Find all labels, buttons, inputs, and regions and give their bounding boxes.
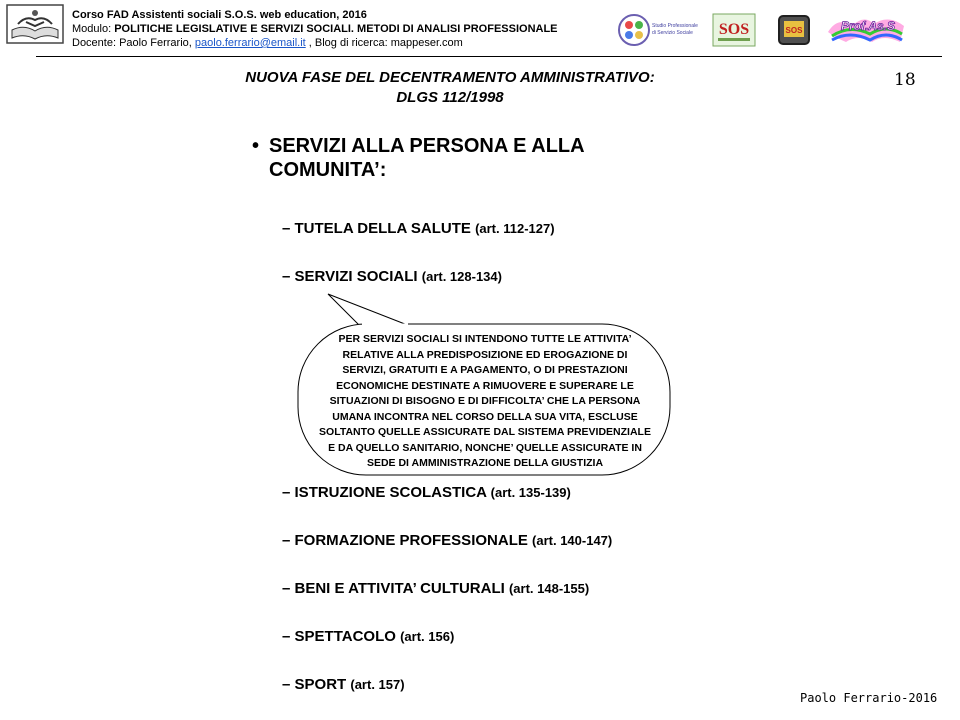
svg-text:Studio Professionale: Studio Professionale (652, 23, 698, 29)
sub-item-spettacolo: – SPETTACOLO (art. 156) (282, 628, 455, 645)
teacher-email-link[interactable]: paolo.ferrario@email.it (194, 37, 306, 49)
sub-item-beni-culturali: – BENI E ATTIVITA’ CULTURALI (art. 148-155) (282, 580, 590, 597)
callout-text (304, 332, 666, 472)
svg-text:Prof.As.S: Prof.As.S (840, 19, 896, 33)
svg-text:di Servizio Sociale: di Servizio Sociale (652, 30, 693, 36)
svg-text:SOS: SOS (718, 21, 750, 38)
bullet-dot-icon: • (252, 135, 260, 157)
module-line (72, 22, 558, 36)
slide-title-line2: DLGS 112/1998 (396, 89, 504, 106)
slide-title-line1: NUOVA FASE DEL DECENTRAMENTO AMMINISTRATIVO: (245, 69, 655, 86)
sub-item-label: SPETTACOLO (294, 628, 396, 645)
callout-line: SEDE DI AMMINISTRAZIONE DELLA GIUSTIZIA (366, 457, 604, 469)
sub-item-formazione: – FORMAZIONE PROFESSIONALE (art. 140-147) (282, 532, 613, 549)
sub-item-label: ISTRUZIONE SCOLASTICA (294, 484, 487, 501)
footer-author: Paolo Ferrario-2016 (800, 691, 938, 705)
sub-item-art: (art. 156) (400, 629, 455, 644)
slide-number: 18 (894, 70, 916, 90)
handshake-book-logo (6, 4, 64, 44)
sub-item-art: (art. 135-139) (490, 485, 571, 500)
callout-line: SERVIZI, GRATUITI E A PAGAMENTO, O DI PRESTAZIONI (342, 364, 628, 376)
callout-line: SITUAZIONI DI BISOGNO E DI DIFFICOLTA’ CHE LA PERSONA (329, 395, 641, 407)
sub-item-art: (art. 148-155) (508, 581, 590, 596)
course-title: Corso FAD Assistenti sociali S.O.S. web education, 2016 (72, 9, 367, 21)
sub-item-label: BENI E ATTIVITA’ CULTURALI (294, 580, 505, 597)
course-header (72, 8, 558, 50)
sub-item-sport: – SPORT (art. 157) (282, 676, 405, 693)
profass-logo (826, 12, 908, 48)
sub-item-label: FORMAZIONE PROFESSIONALE (294, 532, 528, 549)
blog-text: , Blog di ricerca: mappeser.com (305, 37, 463, 49)
slide-title (0, 68, 900, 108)
sub-item-art: (art. 128-134) (421, 269, 502, 284)
sub-item-art: (art. 140-147) (532, 533, 613, 548)
sos-square-logo (776, 12, 816, 48)
callout-line: PER SERVIZI SOCIALI SI INTENDONO TUTTE LE ATTIVITA’ (338, 333, 632, 345)
callout-line: UMANA INCONTRA NEL CORSO DELLA SUA VITA, ESCLUSE (332, 410, 638, 423)
callout-line: SOLTANTO QUELLE ASSICURATE DAL SISTEMA PREVIDENZIALE (319, 426, 651, 438)
callout-line: ECONOMICHE DESTINATE A RIMUOVERE E SUPERARE LE (336, 379, 634, 392)
main-bullet-text: SERVIZI ALLA PERSONA E ALLA COMUNITA’: (269, 135, 584, 181)
teacher-line (72, 36, 558, 50)
sub-item-label: SERVIZI SOCIALI (294, 268, 418, 285)
sos-logo (712, 12, 756, 48)
studio-professionale-logo (616, 12, 708, 48)
sub-item-art: (art. 157) (350, 677, 405, 692)
module-name: POLITICHE LEGISLATIVE E SERVIZI SOCIALI. METODI DI ANALISI PROFESSIONALE (114, 23, 558, 35)
callout-line: RELATIVE ALLA PREDISPOSIZIONE ED EROGAZIONE DI (342, 348, 628, 361)
sub-item-label: SPORT (294, 676, 347, 693)
teacher-prefix: Docente: Paolo Ferrario, (72, 37, 195, 49)
sub-item-istruzione: – ISTRUZIONE SCOLASTICA (art. 135-139) (282, 484, 571, 501)
callout-line: E DA QUELLO SANITARIO, NONCHE’ QUELLE ASSICURATE IN (328, 441, 642, 454)
sub-item-art: (art. 112-127) (475, 221, 555, 236)
sub-item-servizi-sociali: – SERVIZI SOCIALI (art. 128-134) (282, 268, 502, 285)
sub-item-label: TUTELA DELLA SALUTE (294, 220, 471, 237)
sub-item-tutela-salute: – TUTELA DELLA SALUTE (art. 112-127) (282, 220, 555, 237)
svg-text:SOS: SOS (785, 26, 803, 35)
header-divider (36, 56, 942, 57)
module-prefix: Modulo: (72, 23, 115, 35)
